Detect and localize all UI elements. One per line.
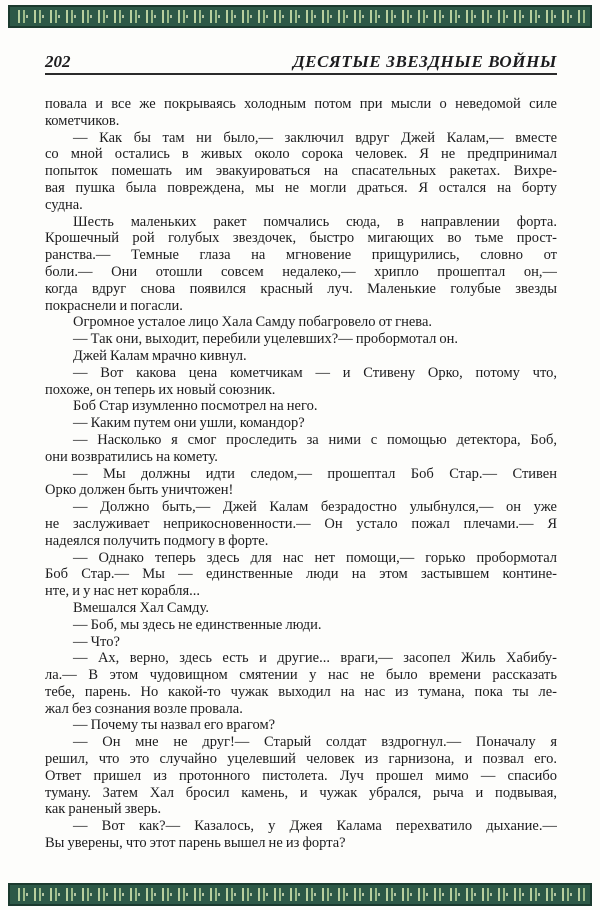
text-line: похоже, он теперь их новый союзник. bbox=[45, 381, 276, 398]
text-line: туману. Затем Хал бросил камень, и чужак убрался, рыча и подвывая, bbox=[45, 784, 557, 801]
text-line: Крошечный рой голубых звездочек, быстро мигающих во тьме прост- bbox=[45, 230, 557, 247]
text-line: решил, что это случайно уцелевший человек из гарнизона, и позвал его. bbox=[45, 751, 557, 768]
text-line: вая пушка была повреждена, мы не могли драться. Я остался на борту bbox=[45, 179, 557, 196]
text-line: Шесть маленьких ракет помчались сюда, в направлении форта. bbox=[73, 213, 557, 230]
text-line: ла.— В этом чудовищном смятении у нас не было времени рассказать bbox=[45, 667, 557, 684]
text-line: Боб Стар.— Мы — единственные люди на этом застывшем контине- bbox=[45, 566, 557, 583]
text-line: ранства.— Темные глаза на мгновение прищурились, словно от bbox=[45, 247, 557, 264]
text-line: — Каким путем они ушли, командор? bbox=[73, 415, 305, 432]
text-line: — Он мне не друг!— Старый солдат вздрогнул.— Поначалу я bbox=[73, 734, 557, 751]
text-line: попыток помешать им эвакуироваться на спасательных ракетах. Вихре- bbox=[45, 163, 557, 180]
page-number: 202 bbox=[45, 52, 71, 71]
body-text bbox=[45, 96, 557, 852]
text-line: — Что? bbox=[73, 633, 120, 650]
text-line: — Как бы там ни было,— заключил вдруг Джей Калам,— вместе bbox=[73, 129, 557, 146]
text-line: — Так они, выходит, перебили уцелевших?— пробормотал он. bbox=[73, 331, 459, 348]
text-line: как раненый зверь. bbox=[45, 801, 162, 818]
text-line: надеялся получить подмогу в форте. bbox=[45, 532, 269, 549]
text-line: покраснели и погасли. bbox=[45, 297, 183, 314]
text-line: повала и все же покрываясь холодным потом при мысли о неведомой силе bbox=[45, 96, 557, 112]
text-line: они возвратились на комету. bbox=[45, 448, 218, 465]
text-line: Ответ пришел из протонного пистолета. Луч прошел мимо — спасибо bbox=[45, 767, 557, 784]
text-line: Вмешался Хал Самду. bbox=[73, 599, 209, 616]
text-line: нте, и у нас нет корабля... bbox=[45, 583, 200, 600]
text-line: когда вдруг снова появился красный луч. Маленькие голубые звезды bbox=[45, 280, 557, 297]
text-line: кометчиков. bbox=[45, 112, 120, 129]
text-line: Джей Калам мрачно кивнул. bbox=[73, 347, 247, 364]
text-line: — Вот как?— Казалось, у Джея Калама перехватило дыхание.— bbox=[73, 818, 557, 835]
text-line: — Мы должны идти следом,— прошептал Боб Стар.— Стивен bbox=[73, 465, 557, 482]
text-line: — Почему ты назвал его врагом? bbox=[73, 717, 276, 734]
text-line: жал без сознания возле провала. bbox=[45, 700, 243, 717]
ornamental-border-bottom bbox=[8, 883, 592, 906]
running-title: ДЕСЯТЫЕ ЗВЕЗДНЫЕ ВОЙНЫ bbox=[292, 52, 557, 71]
text-line: тебе, парень. Но какой-то чужак выходил на нас из тумана, пока ты ле- bbox=[45, 683, 557, 700]
text-line: боли.— Они отошли совсем недалеко,— хрипло прошептал он,— bbox=[45, 263, 557, 280]
text-line: — Однако теперь здесь для нас нет помощи,— горько пробормотал bbox=[73, 549, 557, 566]
ornamental-border-top bbox=[8, 5, 592, 28]
text-line: — Боб, мы здесь не единственные люди. bbox=[73, 616, 322, 633]
text-line: — Вот какова цена кометчикам — и Стивену Орко, потому что, bbox=[73, 364, 557, 381]
header-rule bbox=[45, 73, 557, 75]
text-line: судна. bbox=[45, 196, 83, 213]
page-header bbox=[45, 52, 557, 72]
text-line: — Насколько я смог проследить за ними с помощью детектора, Боб, bbox=[73, 431, 557, 448]
text-line: — Должно быть,— Джей Калам безрадостно улыбнулся,— он уже bbox=[73, 499, 557, 516]
text-line: Огромное усталое лицо Хала Самду побагровело от гнева. bbox=[73, 314, 433, 331]
text-line: Вы уверены, что этот парень вышел не из форта? bbox=[45, 835, 346, 852]
text-line: Орко должен быть уничтожен! bbox=[45, 482, 234, 499]
text-line: не заслуживает неприкосновенности.— Он устало пожал плечами.— Я bbox=[45, 515, 557, 532]
text-line: — Ах, верно, здесь есть и другие... враги,— засопел Жиль Хабибу- bbox=[73, 650, 557, 667]
text-line: Боб Стар изумленно посмотрел на него. bbox=[73, 398, 318, 415]
text-line: со мной остались в живых около сорока человек. Я не предпринимал bbox=[45, 146, 557, 163]
